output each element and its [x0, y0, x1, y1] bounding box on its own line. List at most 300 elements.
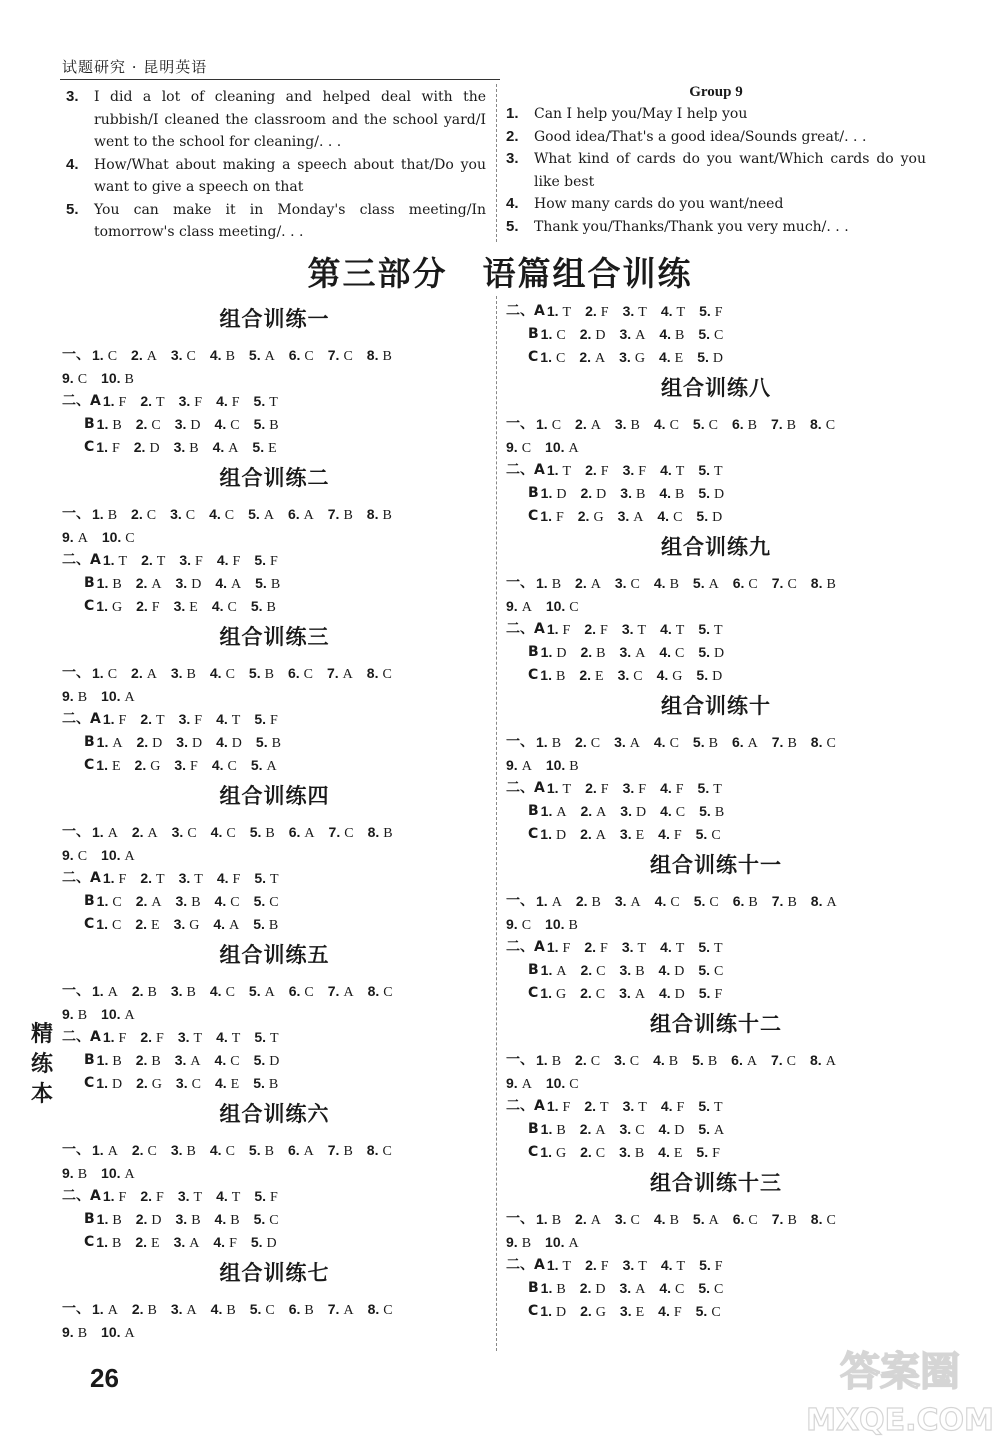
question-number: 4.: [653, 1211, 666, 1227]
answer-letter: B: [551, 1054, 562, 1069]
answer-letter: T: [638, 1259, 647, 1274]
question-number: 3.: [173, 1234, 186, 1250]
answer-letter: A: [556, 805, 567, 820]
answer-entry: [101, 685, 135, 708]
answer-letter: A: [124, 849, 135, 864]
side-label-char: 练: [30, 1052, 53, 1077]
answer-entry: [171, 980, 196, 1003]
answer-letter: B: [271, 736, 281, 751]
answer-letter: A: [556, 964, 567, 979]
answer-entry: [661, 1095, 684, 1118]
question-number: 3.: [173, 598, 186, 614]
answer-entry: [661, 1254, 685, 1277]
answer-letter: B: [77, 690, 88, 705]
answer-letter: B: [787, 736, 797, 751]
answer-entry: [658, 1141, 682, 1164]
question-number: 3.: [176, 734, 188, 750]
answer-entry: [289, 344, 314, 367]
question-number: 8.: [810, 1211, 823, 1227]
answer-letter: A: [229, 918, 240, 933]
answer-letter: C: [675, 1282, 685, 1297]
answer-entry: [541, 323, 566, 346]
answer-letter: A: [304, 826, 315, 841]
question-number: 9.: [62, 1324, 74, 1340]
answer-letter: T: [714, 1100, 723, 1115]
question-number: 5.: [699, 1257, 711, 1273]
answer-text: How/What about making a speech about that/Do you want to give a speech on that: [94, 156, 486, 195]
answer-entry: [580, 323, 606, 346]
section-title: 组合训练十: [661, 694, 771, 718]
question-number: 5.: [253, 393, 266, 409]
question-number: 4.: [216, 552, 229, 568]
question-number: 4.: [213, 916, 226, 932]
answer-entry: [580, 959, 605, 982]
row-label: C: [84, 757, 95, 773]
answer-letter: T: [562, 464, 572, 479]
answer-entry: [174, 1231, 200, 1254]
question-number: 2.: [579, 1121, 592, 1137]
answer-letter: B: [112, 1054, 122, 1069]
question-number: 10.: [101, 370, 121, 386]
answer-letter: B: [264, 667, 274, 682]
question-number: 5.: [698, 1098, 710, 1114]
answer-row: [62, 867, 487, 890]
answer-entry: [772, 731, 797, 754]
answer-entry: [811, 890, 837, 913]
question-number: 3.: [622, 462, 635, 478]
answer-entry: [176, 572, 202, 595]
answer-entry: [96, 913, 121, 936]
answer-entry: [696, 1300, 721, 1323]
answer-entry: [96, 754, 120, 777]
answer-entry: [249, 1139, 274, 1162]
answer-letter: C: [77, 849, 88, 864]
answer-letter: F: [270, 1190, 278, 1205]
answer-letter: B: [551, 1213, 562, 1228]
question-number: 5.: [692, 1052, 704, 1068]
answer-letter: C: [269, 895, 279, 910]
question-number: 1.: [92, 347, 104, 363]
answer-entry: [209, 503, 234, 526]
answer-letter: A: [521, 759, 532, 774]
question-number: 2.: [140, 1029, 153, 1045]
question-number: 1.: [96, 757, 108, 773]
question-number: 9.: [506, 439, 518, 455]
answer-letter: D: [111, 1077, 123, 1092]
answer-row: [506, 1277, 926, 1300]
question-number: 5.: [697, 780, 710, 796]
answer-entry: [213, 913, 239, 936]
question-number: 5.: [254, 552, 266, 568]
answer-entry: [135, 754, 161, 777]
answer-row: [62, 1208, 487, 1231]
question-number: 4.: [658, 1144, 670, 1160]
question-number: 4.: [209, 347, 222, 363]
answer-entry: [179, 708, 202, 731]
answer-entry: [659, 1118, 685, 1141]
answer-row: [506, 618, 926, 641]
answer-letter: D: [595, 328, 606, 343]
answer-entry: [329, 821, 354, 844]
question-number: 3.: [178, 870, 191, 886]
question-number: 1.: [96, 1052, 109, 1068]
question-number: 5.: [254, 1188, 266, 1204]
answer-letter: E: [674, 351, 684, 366]
answer-entry: [140, 708, 164, 731]
answer-letter: C: [669, 736, 679, 751]
answer-letter: F: [194, 713, 203, 728]
answer-letter: C: [629, 1054, 640, 1069]
answer-row: [62, 1321, 487, 1344]
answer-entry: [136, 890, 162, 913]
answer-entry: [580, 823, 606, 846]
question-number: 4.: [216, 393, 228, 409]
question-number: 1.: [536, 734, 548, 750]
question-number: 1.: [96, 416, 109, 432]
answer-letter: A: [595, 351, 606, 366]
question-number: 10.: [545, 916, 565, 932]
answer-letter: C: [711, 828, 721, 843]
question-number: 4.: [210, 824, 223, 840]
answer-letter: T: [714, 941, 723, 956]
answer-row: [62, 913, 487, 936]
answer-entry: [132, 1298, 157, 1321]
answer-letter: C: [230, 1054, 240, 1069]
question-number: 2.: [584, 939, 597, 955]
answer-entry: [251, 595, 276, 618]
question-number: 7.: [770, 416, 783, 432]
answer-letter: T: [675, 623, 685, 638]
answer-row: [506, 595, 926, 618]
answer-letter: C: [673, 510, 683, 525]
answer-row: [506, 641, 926, 664]
question-number: 5.: [250, 598, 263, 614]
answer-entry: [698, 777, 722, 800]
answer-entry: [368, 821, 393, 844]
answer-letter: F: [714, 1259, 723, 1274]
answer-entry: [62, 1321, 87, 1344]
side-label: [26, 1020, 58, 1110]
answer-letter: F: [190, 759, 198, 774]
answer-entry: [615, 413, 640, 436]
answer-letter: D: [149, 441, 160, 456]
question-number: 3.: [619, 1280, 632, 1296]
section-title: 组合训练七: [219, 1261, 330, 1285]
answer-letter: D: [191, 736, 203, 751]
answer-letter: A: [714, 1123, 725, 1138]
answer-entry: [580, 800, 606, 823]
answer-letter: F: [562, 623, 571, 638]
answer-entry: [254, 413, 279, 436]
answer-entry: [62, 1162, 87, 1185]
question-number: 3.: [170, 1301, 183, 1317]
row-label: B: [84, 575, 95, 591]
question-number: 1.: [102, 552, 115, 568]
answer-entry: [733, 1208, 758, 1231]
watermark-glyphs: 答案圈: [840, 1349, 960, 1395]
answer-letter: B: [714, 805, 725, 820]
row-label: 二、A: [62, 711, 101, 727]
answer-letter: B: [112, 418, 122, 433]
question-number: 2.: [135, 575, 148, 591]
answer-entry: [506, 754, 532, 777]
answer-letter: F: [156, 1190, 164, 1205]
answer-letter: A: [124, 1167, 135, 1182]
answer-letter: A: [263, 508, 274, 523]
question-number: 8.: [366, 1142, 379, 1158]
question-number: 5.: [254, 711, 266, 727]
answer-letter: B: [568, 918, 578, 933]
question-number: 1.: [546, 1257, 559, 1273]
answer-entry: [619, 1141, 644, 1164]
answer-entry: [62, 1003, 87, 1026]
question-number: 2.: [584, 1098, 597, 1114]
answer-row: [506, 436, 926, 459]
answer-letter: C: [555, 351, 566, 366]
answer-entry: [575, 1049, 600, 1072]
watermark-logo: [800, 1340, 1000, 1440]
question-number: 2.: [131, 665, 143, 681]
answer-letter: C: [670, 895, 680, 910]
question-number: 4.: [658, 985, 671, 1001]
answer-entry: [249, 662, 274, 685]
answer-entry: [215, 890, 240, 913]
answer-entry: [540, 346, 565, 369]
answer-entry: [103, 1185, 126, 1208]
answer-entry: [620, 1300, 644, 1323]
row-label: 一、: [506, 416, 534, 432]
answer-entry: [215, 1049, 240, 1072]
question-number: 4.: [216, 734, 228, 750]
row-label: C: [528, 985, 539, 1001]
answer-letter: T: [562, 782, 572, 797]
answer-entry: [92, 1298, 118, 1321]
question-number: 5.: [692, 734, 705, 750]
question-number: 5.: [698, 1280, 711, 1296]
answer-letter: C: [185, 508, 196, 523]
answer-letter: B: [556, 1282, 566, 1297]
answer-letter: F: [118, 395, 127, 410]
answer-letter: E: [151, 1236, 160, 1251]
answer-letter: A: [596, 805, 607, 820]
row-label: B: [84, 416, 95, 432]
question-number: 2.: [580, 962, 593, 978]
answer-entry: [97, 572, 122, 595]
answer-entry: [772, 890, 797, 913]
question-number: 2.: [585, 1257, 597, 1273]
question-number: 3.: [622, 303, 635, 319]
section-title: 组合训练八: [661, 376, 771, 400]
answer-entry: [101, 1321, 135, 1344]
answer-letter: A: [147, 826, 158, 841]
question-number: 5.: [249, 824, 262, 840]
question-number: 1.: [540, 1303, 552, 1319]
answer-letter: A: [635, 646, 646, 661]
group-title: Group 9: [689, 84, 743, 100]
answer-letter: C: [225, 1144, 235, 1159]
question-number: 8.: [810, 416, 822, 432]
answer-entry: [289, 1298, 314, 1321]
answer-entry: [132, 980, 157, 1003]
question-number: 2.: [585, 462, 597, 478]
answer-letter: T: [713, 782, 722, 797]
answer-letter: A: [747, 736, 758, 751]
answer-entry: [288, 662, 313, 685]
answer-letter: C: [151, 418, 161, 433]
question-number: 1.: [546, 303, 559, 319]
answer-letter: B: [270, 577, 281, 592]
question-number: 8.: [366, 506, 379, 522]
question-number: 4.: [660, 803, 672, 819]
question-number: 2.: [131, 506, 143, 522]
answer-letter: F: [638, 464, 647, 479]
answer-entry: [545, 913, 578, 936]
question-number: 3.: [170, 665, 183, 681]
answer-letter: D: [556, 487, 567, 502]
answer-letter: A: [708, 577, 719, 592]
answer-letter: T: [193, 1190, 203, 1205]
answer-letter: C: [224, 508, 235, 523]
answer-letter: T: [675, 464, 685, 479]
row-label: 一、: [62, 1301, 90, 1317]
answer-entry: [367, 662, 392, 685]
answer-entry: [693, 1208, 719, 1231]
question-number: 5.: [255, 734, 268, 750]
answer-entry: [622, 618, 646, 641]
question-number: 7.: [326, 665, 339, 681]
question-number: 5.: [699, 803, 711, 819]
answer-row: [506, 459, 926, 482]
question-number: 2.: [580, 826, 592, 842]
answer-letter: B: [747, 418, 757, 433]
answer-letter: F: [232, 554, 241, 569]
answer-letter: C: [226, 826, 236, 841]
answer-letter: G: [150, 759, 161, 774]
answer-row: [62, 1049, 487, 1072]
answer-letter: C: [786, 1054, 796, 1069]
answer-entry: [660, 800, 685, 823]
question-number: 2.: [580, 644, 593, 660]
answer-letter: A: [264, 349, 275, 364]
question-number: 5.: [698, 485, 711, 501]
answer-entry: [623, 1095, 647, 1118]
answer-letter: T: [562, 1259, 572, 1274]
answer-row: [62, 731, 487, 754]
question-number: 5.: [253, 916, 265, 932]
answer-row: [506, 731, 926, 754]
question-number: 3.: [619, 1144, 631, 1160]
question-number: 4.: [658, 1303, 670, 1319]
answer-row: [62, 367, 487, 390]
question-number: 3.: [622, 1257, 635, 1273]
question-number: 6.: [732, 893, 745, 909]
question-number: 10.: [545, 757, 566, 773]
answer-row: [62, 1003, 487, 1026]
answer-entry: [584, 936, 607, 959]
row-label: 二、A: [62, 1029, 101, 1045]
answer-letter: C: [556, 328, 566, 343]
page-number: 26: [90, 1363, 119, 1393]
question-number: 1.: [540, 644, 553, 660]
answer-entry: [176, 1072, 201, 1095]
answer-letter: E: [111, 759, 121, 774]
answer-letter: B: [151, 1054, 161, 1069]
answer-letter: C: [146, 508, 157, 523]
question-number: 5.: [693, 893, 706, 909]
question-number: 1.: [540, 667, 552, 683]
answer-letter: A: [107, 1144, 118, 1159]
answer-entry: [585, 300, 608, 323]
question-number: 4.: [211, 757, 224, 773]
answer-entry: [213, 1231, 236, 1254]
question-number: 5.: [698, 1121, 711, 1137]
answer-entry: [140, 390, 164, 413]
question-number: 5.: [255, 575, 267, 591]
answer-entry: [328, 1139, 353, 1162]
question-number: 7.: [770, 1052, 783, 1068]
question-number: 4.: [216, 711, 228, 727]
question-number: 2.: [584, 621, 597, 637]
answer-entry: [540, 1300, 566, 1323]
answer-letter: B: [382, 508, 392, 523]
question-number: 3.: [614, 1211, 627, 1227]
answer-letter: E: [673, 1146, 683, 1161]
answer-number: 3.: [506, 150, 519, 167]
row-label: 二、A: [506, 1257, 545, 1273]
question-number: 1.: [540, 485, 553, 501]
question-number: 4.: [214, 893, 227, 909]
answer-letter: C: [630, 577, 640, 592]
exercise-section: [506, 846, 926, 1005]
answer-row: [506, 982, 926, 1005]
answer-number: 2.: [506, 127, 519, 145]
question-number: 2.: [585, 780, 597, 796]
answer-letter: B: [230, 1213, 240, 1228]
answer-entry: [92, 1139, 118, 1162]
answer-entry: [536, 731, 561, 754]
answer-entry: [614, 731, 640, 754]
question-number: 1.: [540, 349, 552, 365]
answer-entry: [288, 1139, 314, 1162]
answer-letter: T: [156, 395, 165, 410]
answer-entry: [92, 503, 117, 526]
answer-entry: [212, 595, 237, 618]
answer-letter: C: [590, 1054, 601, 1069]
answer-letter: B: [382, 349, 392, 364]
question-number: 9.: [506, 916, 518, 932]
answer-letter: A: [342, 667, 353, 682]
answer-entry: [176, 890, 201, 913]
question-number: 10.: [101, 1165, 121, 1181]
question-number: 10.: [101, 847, 121, 863]
answer-entry: [140, 867, 164, 890]
row-label: 二、A: [62, 393, 101, 409]
answer-entry: [546, 595, 579, 618]
answer-letter: C: [748, 577, 758, 592]
question-number: 3.: [614, 416, 627, 432]
answer-entry: [103, 708, 126, 731]
answer-row: [506, 1231, 926, 1254]
question-number: 4.: [653, 575, 666, 591]
row-label: 一、: [62, 1142, 90, 1158]
answer-entry: [249, 344, 275, 367]
row-label: C: [84, 598, 95, 614]
section-title: 组合训练十二: [650, 1012, 782, 1036]
question-number: 5.: [696, 508, 709, 524]
answer-letter: B: [77, 1326, 88, 1341]
question-number: 3.: [178, 711, 191, 727]
answer-letter: A: [708, 1213, 719, 1228]
